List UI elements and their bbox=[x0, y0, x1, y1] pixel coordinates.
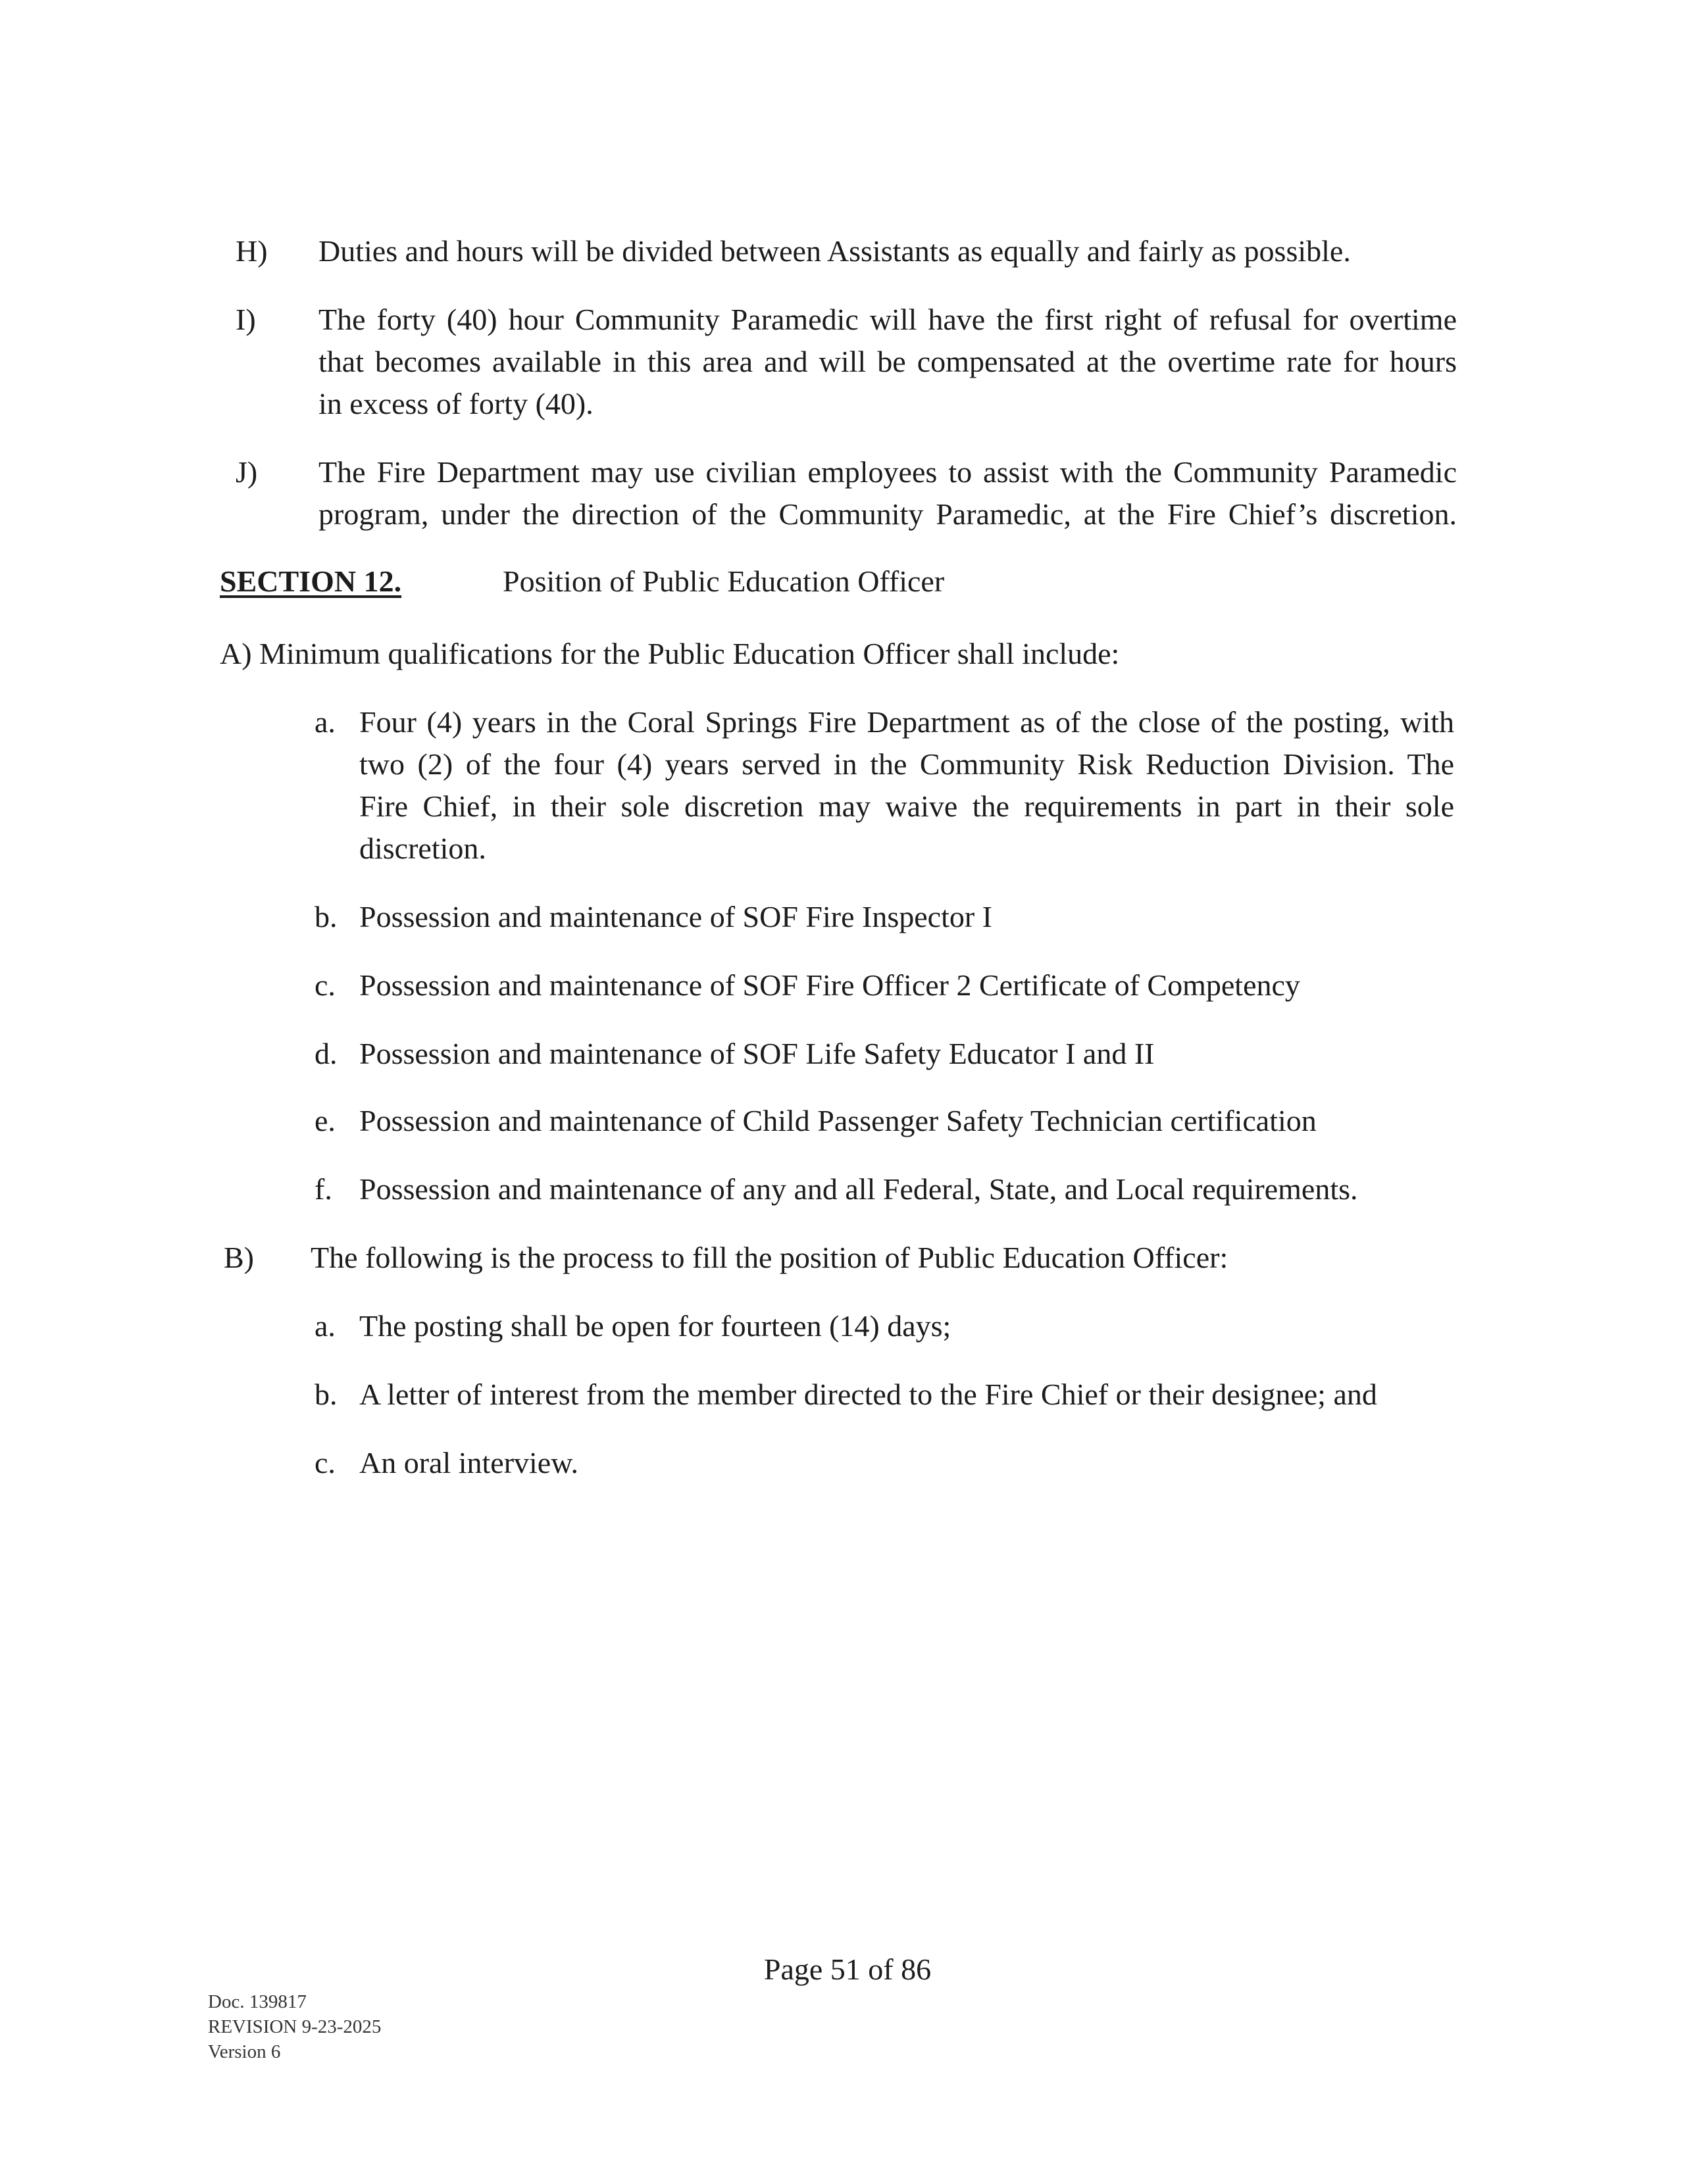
part-a-marker-d: d. bbox=[315, 1037, 338, 1070]
part-a-item-a-line-2: two (2) of the four (4) years served in the Community Risk Reduction Division. The bbox=[359, 747, 1454, 781]
part-a-marker-a: a. bbox=[315, 705, 336, 739]
item-j-line-1: The Fire Department may use civilian employees to assist with the Community Paramedic bbox=[318, 455, 1457, 489]
section-title: Position of Public Education Officer bbox=[503, 564, 945, 598]
part-b-marker-b: b. bbox=[315, 1377, 338, 1411]
part-a-heading: A) Minimum qualifications for the Public Education Officer shall include: bbox=[220, 637, 1120, 670]
part-b-marker-a: a. bbox=[315, 1309, 336, 1343]
item-i-line-2: that becomes available in this area and will be compensated at the overtime rate for hours bbox=[318, 345, 1457, 378]
part-a-item-d: Possession and maintenance of SOF Life Safety Educator I and II bbox=[359, 1037, 1155, 1070]
part-a-marker-c: c. bbox=[315, 968, 336, 1002]
part-a-item-a-line-1: Four (4) years in the Coral Springs Fire Department as of the close of the posting, with bbox=[359, 705, 1454, 739]
item-h-line-1: Duties and hours will be divided between Assistants as equally and fairly as possible. bbox=[318, 234, 1351, 268]
doc-version: Version 6 bbox=[208, 2041, 281, 2062]
item-marker-j: J) bbox=[236, 455, 258, 489]
part-b-item-a: The posting shall be open for fourteen (14) days; bbox=[359, 1309, 951, 1343]
part-a-item-c: Possession and maintenance of SOF Fire Officer 2 Certificate of Competency bbox=[359, 968, 1300, 1002]
part-b-marker: B) bbox=[224, 1241, 254, 1274]
item-marker-i: I) bbox=[236, 303, 256, 336]
section-label: SECTION 12. bbox=[220, 564, 402, 598]
part-b-heading: The following is the process to fill the position of Public Education Officer: bbox=[311, 1241, 1228, 1274]
doc-revision: REVISION 9-23-2025 bbox=[208, 2016, 382, 2037]
item-marker-h: H) bbox=[236, 234, 268, 268]
part-a-item-f: Possession and maintenance of any and all Federal, State, and Local requirements. bbox=[359, 1172, 1358, 1206]
part-a-marker-e: e. bbox=[315, 1104, 336, 1137]
doc-number: Doc. 139817 bbox=[208, 1991, 307, 2012]
part-a-item-a-line-4: discretion. bbox=[359, 831, 486, 865]
part-a-item-a-line-3: Fire Chief, in their sole discretion may waive the requirements in part in their sole bbox=[359, 789, 1454, 823]
part-a-marker-b: b. bbox=[315, 900, 338, 933]
item-i-line-3: in excess of forty (40). bbox=[318, 387, 594, 420]
part-a-item-b: Possession and maintenance of SOF Fire Inspector I bbox=[359, 900, 993, 933]
part-a-marker-f: f. bbox=[315, 1172, 332, 1206]
part-b-marker-c: c. bbox=[315, 1446, 336, 1479]
part-b-item-b: A letter of interest from the member directed to the Fire Chief or their designee; and bbox=[359, 1377, 1377, 1411]
item-i-line-1: The forty (40) hour Community Paramedic will have the first right of refusal for overtime bbox=[318, 303, 1457, 336]
part-b-item-c: An oral interview. bbox=[359, 1446, 578, 1479]
item-j-line-2: program, under the direction of the Community Paramedic, at the Fire Chief’s discretion. bbox=[318, 497, 1457, 531]
page-number: Page 51 of 86 bbox=[763, 1952, 932, 1986]
part-a-item-e: Possession and maintenance of Child Passenger Safety Technician certification bbox=[359, 1104, 1317, 1137]
